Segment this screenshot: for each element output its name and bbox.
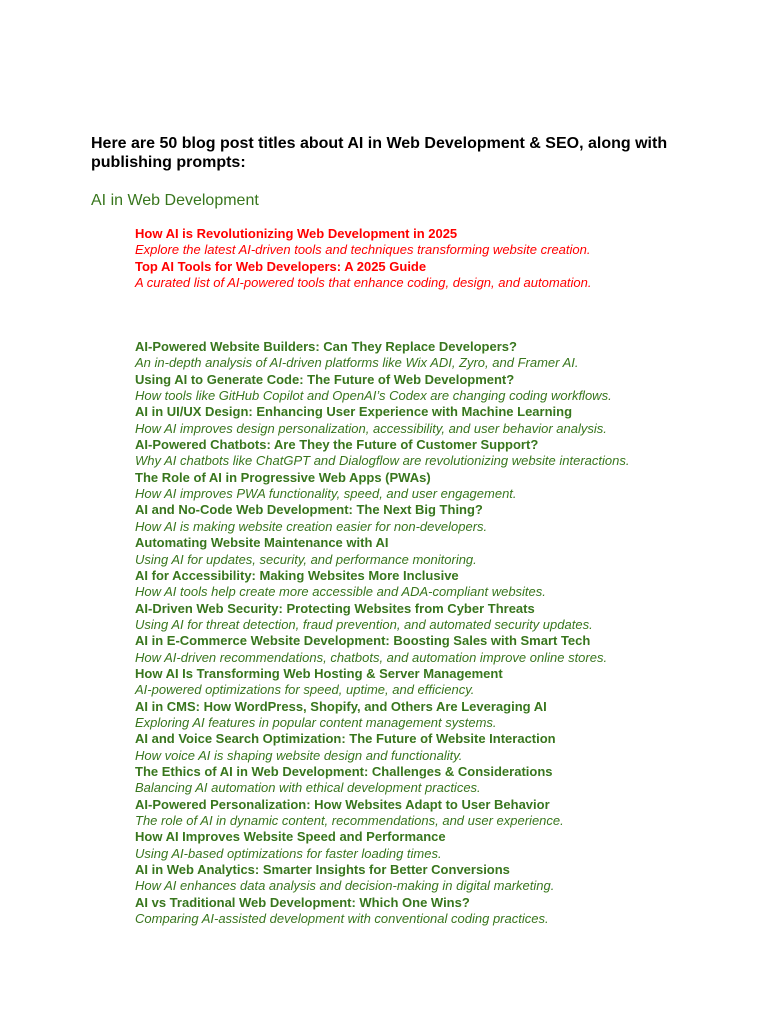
item-prompt: Using AI-based optimizations for faster loading times. bbox=[135, 845, 442, 861]
item-prompt: An in-depth analysis of AI-driven platforms like Wix ADI, Zyro, and Framer AI. bbox=[135, 355, 579, 371]
intro-paragraph: Here are 50 blog post titles about AI in Web Development & SEO, along with publishing prompts: bbox=[91, 135, 668, 171]
item-title: The Role of AI in Progressive Web Apps (PWAs) bbox=[135, 469, 431, 485]
item-title: AI in UI/UX Design: Enhancing User Experience with Machine Learning bbox=[135, 404, 573, 420]
item-title: AI in Web Analytics: Smarter Insights for Better Conversions bbox=[135, 862, 510, 877]
item-title: AI-Powered Website Builders: Can They Replace Developers? bbox=[135, 339, 517, 354]
item-title: AI for Accessibility: Making Websites More Inclusive bbox=[135, 567, 459, 583]
item-prompt: A curated list of AI-powered tools that enhance coding, design, and automation. bbox=[135, 275, 592, 291]
item-prompt: Using AI for threat detection, fraud prevention, and automated security updates. bbox=[135, 616, 593, 632]
item-prompt: How voice AI is shaping website design and functionality. bbox=[135, 747, 463, 763]
item-prompt: The role of AI in dynamic content, recommendations, and user experience. bbox=[135, 813, 564, 829]
item-title: AI-Powered Personalization: How Websites Adapt to User Behavior bbox=[135, 796, 550, 812]
item-title: The Ethics of AI in Web Development: Challenges & Considerations bbox=[135, 763, 553, 779]
item-title: AI and No-Code Web Development: The Next Big Thing? bbox=[135, 502, 483, 518]
item-prompt: Using AI for updates, security, and performance monitoring. bbox=[135, 551, 477, 567]
item-title: Top AI Tools for Web Developers: A 2025 Guide bbox=[135, 258, 427, 274]
item-prompt: Comparing AI-assisted development with conventional coding practices. bbox=[135, 911, 549, 927]
item-title: AI-Driven Web Security: Protecting Websites from Cyber Threats bbox=[135, 600, 535, 616]
item-prompt: How AI improves PWA functionality, speed, and user engagement. bbox=[135, 486, 517, 502]
item-title: Using AI to Generate Code: The Future of Web Development? bbox=[135, 371, 515, 387]
item-title: AI-Powered Chatbots: Are They the Future of Customer Support? bbox=[135, 437, 539, 453]
item-prompt: How AI is making website creation easier for non-developers. bbox=[135, 518, 488, 534]
item-prompt: How AI improves design personalization, accessibility, and user behavior analysis. bbox=[135, 420, 607, 436]
item-prompt: How AI enhances data analysis and decision-making in digital marketing. bbox=[135, 878, 555, 894]
item-prompt: How AI-driven recommendations, chatbots, and automation improve online stores. bbox=[135, 649, 608, 665]
item-title: AI in CMS: How WordPress, Shopify, and Others Are Leveraging AI bbox=[135, 698, 547, 714]
item-prompt: Explore the latest AI-driven tools and techniques transforming website creation. bbox=[135, 242, 591, 258]
item-prompt: Why AI chatbots like ChatGPT and Dialogflow are revolutionizing website interactions. bbox=[135, 453, 630, 469]
item-title: AI vs Traditional Web Development: Which One Wins? bbox=[135, 894, 470, 910]
item-prompt: How AI tools help create more accessible and ADA-compliant websites. bbox=[135, 584, 546, 600]
item-title: How AI Improves Website Speed and Performance bbox=[135, 829, 446, 845]
item-prompt: How tools like GitHub Copilot and OpenAI’s Codex are changing coding workflows. bbox=[135, 388, 612, 404]
item-prompt: Exploring AI features in popular content management systems. bbox=[135, 714, 497, 730]
item-title: How AI Is Transforming Web Hosting & Server Management bbox=[135, 665, 503, 681]
item-prompt: AI-powered optimizations for speed, uptime, and efficiency. bbox=[135, 682, 475, 698]
item-title: AI and Voice Search Optimization: The Future of Website Interaction bbox=[135, 731, 556, 747]
item-prompt: Balancing AI automation with ethical development practices. bbox=[135, 780, 481, 796]
item-title: Automating Website Maintenance with AI bbox=[135, 535, 389, 551]
item-title: How AI is Revolutionizing Web Development in 2025 bbox=[135, 226, 458, 241]
item-title: AI in E-Commerce Website Development: Boosting Sales with Smart Tech bbox=[135, 633, 591, 649]
section-heading: AI in Web Development bbox=[91, 192, 259, 209]
